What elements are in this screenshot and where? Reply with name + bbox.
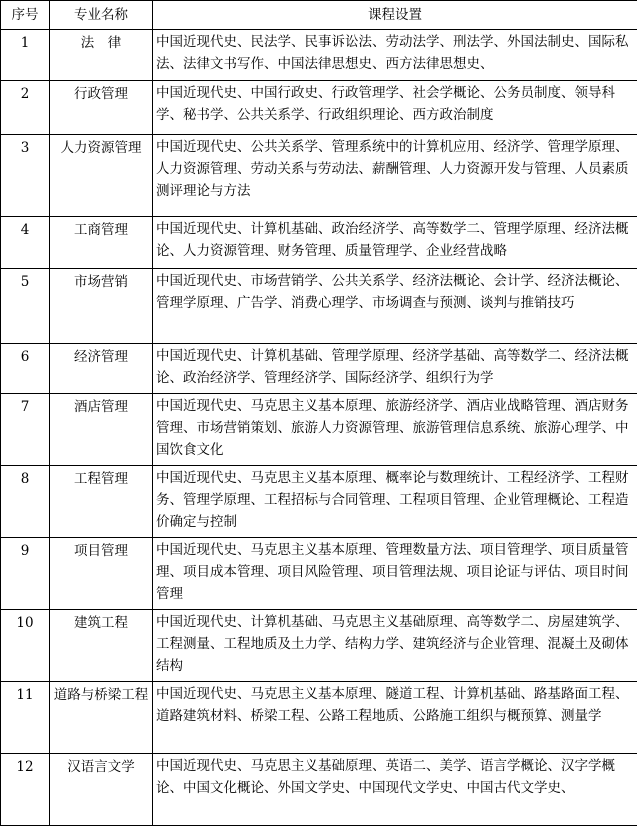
- row-courses: 中国近现代史、市场营销学、公共关系学、经济法概论、会计学、经济法概论、管理学原理、广告学、消费心理学、市场调查与预测、谈判与推销技巧: [153, 269, 637, 344]
- row-major: 汉语言文学: [50, 754, 153, 826]
- row-major: 酒店管理: [50, 394, 153, 466]
- table-row: [1, 81, 637, 135]
- row-courses: 中国近现代史、马克思主义基本原理、旅游经济学、酒店业战略管理、酒店财务管理、市场营销策划、旅游人力资源管理、旅游管理信息系统、旅游心理学、中国饮食文化: [153, 394, 637, 466]
- row-courses: 中国近现代史、中国行政史、行政管理学、社会学概论、公务员制度、领导科学、秘书学、公共关系学、行政组织理论、西方政治制度: [153, 81, 637, 135]
- row-major: 法 律: [50, 30, 153, 81]
- row-index: 9: [1, 538, 50, 610]
- row-courses: 中国近现代史、计算机基础、管理学原理、经济学基础、高等数学二、经济法概论、政治经济学、管理经济学、国际经济学、组织行为学: [153, 344, 637, 394]
- row-index: 1: [1, 30, 50, 81]
- table-row: [1, 466, 637, 538]
- table-row: [1, 682, 637, 754]
- row-major: 工程管理: [50, 466, 153, 538]
- table-row: [1, 538, 637, 610]
- header-index: 序号: [1, 1, 50, 30]
- table-row: [1, 394, 637, 466]
- row-courses: 中国近现代史、马克思主义基本原理、隧道工程、计算机基础、路基路面工程、道路建筑材料、桥梁工程、公路工程地质、公路施工组织与概预算、测量学: [153, 682, 637, 754]
- row-major: 市场营销: [50, 269, 153, 344]
- row-index: 4: [1, 217, 50, 269]
- table-row: [1, 269, 637, 344]
- row-courses: 中国近现代史、马克思主义基本原理、管理数量方法、项目管理学、项目质量管理、项目成本管理、项目风险管理、项目管理法规、项目论证与评估、项目时间管理: [153, 538, 637, 610]
- table-row: [1, 30, 637, 81]
- row-index: 3: [1, 135, 50, 217]
- row-major: 建筑工程: [50, 610, 153, 682]
- row-courses: 中国近现代史、计算机基础、政治经济学、高等数学二、管理学原理、经济法概论、人力资源管理、财务管理、质量管理学、企业经营战略: [153, 217, 637, 269]
- header-row: [1, 1, 637, 30]
- row-major: 道路与桥梁工程: [50, 682, 153, 754]
- header-major: 专业名称: [50, 1, 153, 30]
- row-index: 2: [1, 81, 50, 135]
- header-courses: 课程设置: [153, 1, 637, 30]
- row-major: 人力资源管理: [50, 135, 153, 217]
- row-index: 6: [1, 344, 50, 394]
- row-index: 11: [1, 682, 50, 754]
- row-courses: 中国近现代史、马克思主义基础原理、英语二、美学、语言学概论、汉字学概论、中国文化概论、外国文学史、中国现代文学史、中国古代文学史、: [153, 754, 637, 826]
- row-major: 项目管理: [50, 538, 153, 610]
- row-courses: 中国近现代史、计算机基础、马克思主义基础原理、高等数学二、房屋建筑学、工程测量、工程地质及土力学、结构力学、建筑经济与企业管理、混凝土及砌体结构: [153, 610, 637, 682]
- table-row: [1, 754, 637, 826]
- table-row: [1, 344, 637, 394]
- row-major: 经济管理: [50, 344, 153, 394]
- row-index: 10: [1, 610, 50, 682]
- table-row: [1, 135, 637, 217]
- table-row: [1, 610, 637, 682]
- row-major: 工商管理: [50, 217, 153, 269]
- row-major: 行政管理: [50, 81, 153, 135]
- row-index: 8: [1, 466, 50, 538]
- row-index: 5: [1, 269, 50, 344]
- row-courses: 中国近现代史、马克思主义基本原理、概率论与数理统计、工程经济学、工程财务、管理学原理、工程招标与合同管理、工程项目管理、企业管理概论、工程造价确定与控制: [153, 466, 637, 538]
- row-index: 12: [1, 754, 50, 826]
- table-row: [1, 217, 637, 269]
- row-index: 7: [1, 394, 50, 466]
- row-courses: 中国近现代史、民法学、民事诉讼法、劳动法学、刑法学、外国法制史、国际私法、法律文书写作、中国法律思想史、西方法律思想史、: [153, 30, 637, 81]
- row-courses: 中国近现代史、公共关系学、管理系统中的计算机应用、经济学、管理学原理、人力资源管理、劳动关系与劳动法、薪酬管理、人力资源开发与管理、人员素质测评理论与方法: [153, 135, 637, 217]
